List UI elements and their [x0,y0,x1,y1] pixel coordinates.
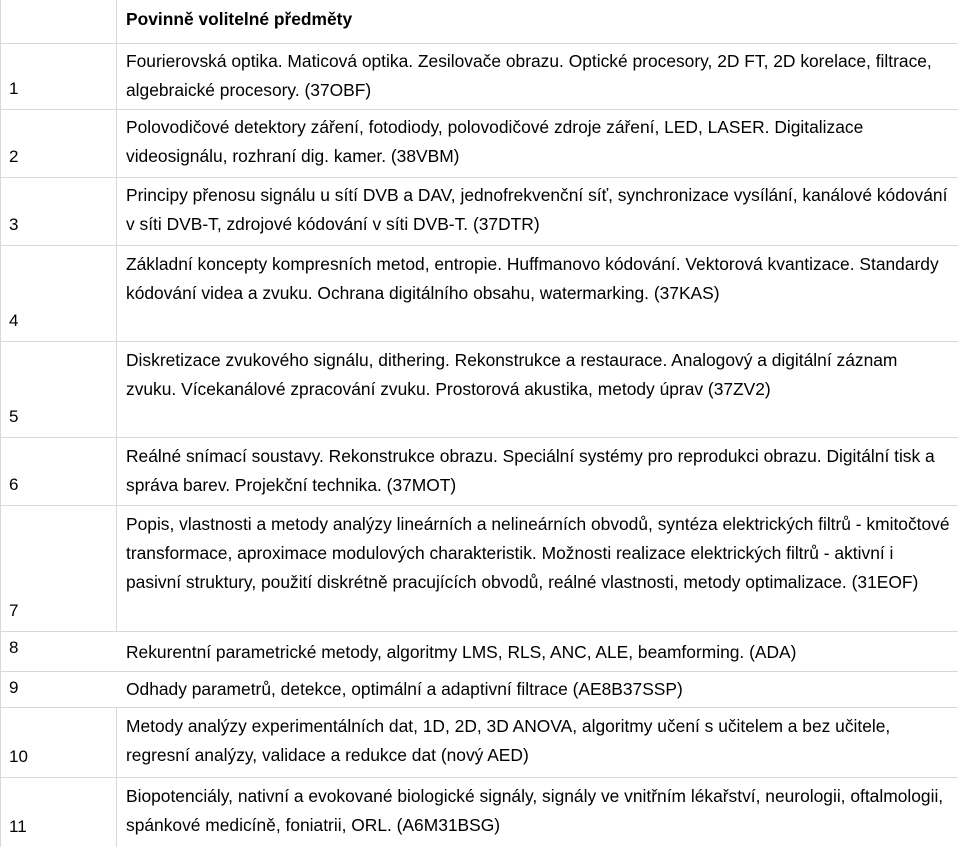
row-description: Metody analýzy experimentálních dat, 1D, 2D, 3D ANOVA, algoritmy učení s učitelem a bez učitele, regresní analýzy, validace a redukce dat (nový AED) [126,716,891,765]
table-row [0,506,958,632]
row-description: Reálné snímací soustavy. Rekonstrukce obrazu. Speciální systémy pro reprodukci obrazu. Digitální tisk a správa barev. Projekční technika. (37MOT) [126,446,935,495]
table-row [0,44,958,110]
row-number: 7 [9,601,19,620]
row-description: Polovodičové detektory záření, fotodiody, polovodičové zdroje záření, LED, LASER. Digitalizace videosignálu, rozhraní dig. kamer. (38VBM) [126,117,864,166]
row-number-cell [0,44,117,109]
row-number-cell [0,672,117,707]
row-number-cell [0,438,117,505]
table-row [0,438,958,506]
table-row [0,672,958,708]
table-row [0,778,958,847]
row-number: 6 [9,475,19,494]
row-number: 3 [9,215,19,234]
row-number-cell [0,778,117,847]
row-number: 9 [9,678,19,697]
row-description: Rekurentní parametrické metody, algoritmy LMS, RLS, ANC, ALE, beamforming. (ADA) [126,642,797,662]
table-header-row [0,0,958,44]
row-number-cell [0,708,117,777]
row-number-cell [0,0,117,43]
table-row [0,708,958,778]
row-number: 1 [9,79,19,98]
table-row [0,110,958,178]
row-number-cell [0,110,117,177]
row-number-cell [0,342,117,437]
row-description: Odhady parametrů, detekce, optimální a adaptivní filtrace (AE8B37SSP) [126,679,683,699]
row-number: 8 [9,638,19,657]
row-description: Popis, vlastnosti a metody analýzy lineárních a nelineárních obvodů, syntéza elektrických filtrů - kmitočtové transformace, aproximace modulových charakteristik. Možnosti realizace elektrických filtrů - aktivní i pasivní struktury, použití diskrétně pracujících obvodů, reálné vlastnosti, metody optimalizace. (31EOF) [126,514,950,592]
row-description: Diskretizace zvukového signálu, dithering. Rekonstrukce a restaurace. Analogový a digitální záznam zvuku. Vícekanálové zpracování zvuku. Prostorová akustika, metody úprav (37ZV2) [126,350,898,399]
row-number: 11 [9,817,27,836]
row-number: 2 [9,147,19,166]
row-number: 4 [9,311,19,330]
row-number-cell [0,506,117,631]
row-number: 10 [9,747,28,766]
table-heading: Povinně volitelné předměty [126,9,353,29]
table-row [0,342,958,438]
table-row [0,632,958,672]
row-number: 5 [9,407,19,426]
row-description: Biopotenciály, nativní a evokované biologické signály, signály ve vnitřním lékařství, neurologii, oftalmologii, spánkové medicíně, foniatrii, ORL. (A6M31BSG) [126,786,944,835]
row-number-cell [0,246,117,341]
row-description: Fourierovská optika. Maticová optika. Zesilovače obrazu. Optické procesory, 2D FT, 2D korelace, filtrace, algebraické procesory. (37OBF) [126,51,932,100]
row-number-cell [0,178,117,245]
row-number-cell [0,632,117,671]
row-description: Principy přenosu signálu u sítí DVB a DAV, jednofrekvenční síť, synchronizace vysílání, kanálové kódování v síti DVB-T, zdrojové kódování v síti DVB-T. (37DTR) [126,185,948,234]
table-row [0,246,958,342]
row-description: Základní koncepty kompresních metod, entropie. Huffmanovo kódování. Vektorová kvantizace. Standardy kódování videa a zvuku. Ochrana digitálního obsahu, watermarking. (37KAS) [126,254,939,303]
table-row [0,178,958,246]
